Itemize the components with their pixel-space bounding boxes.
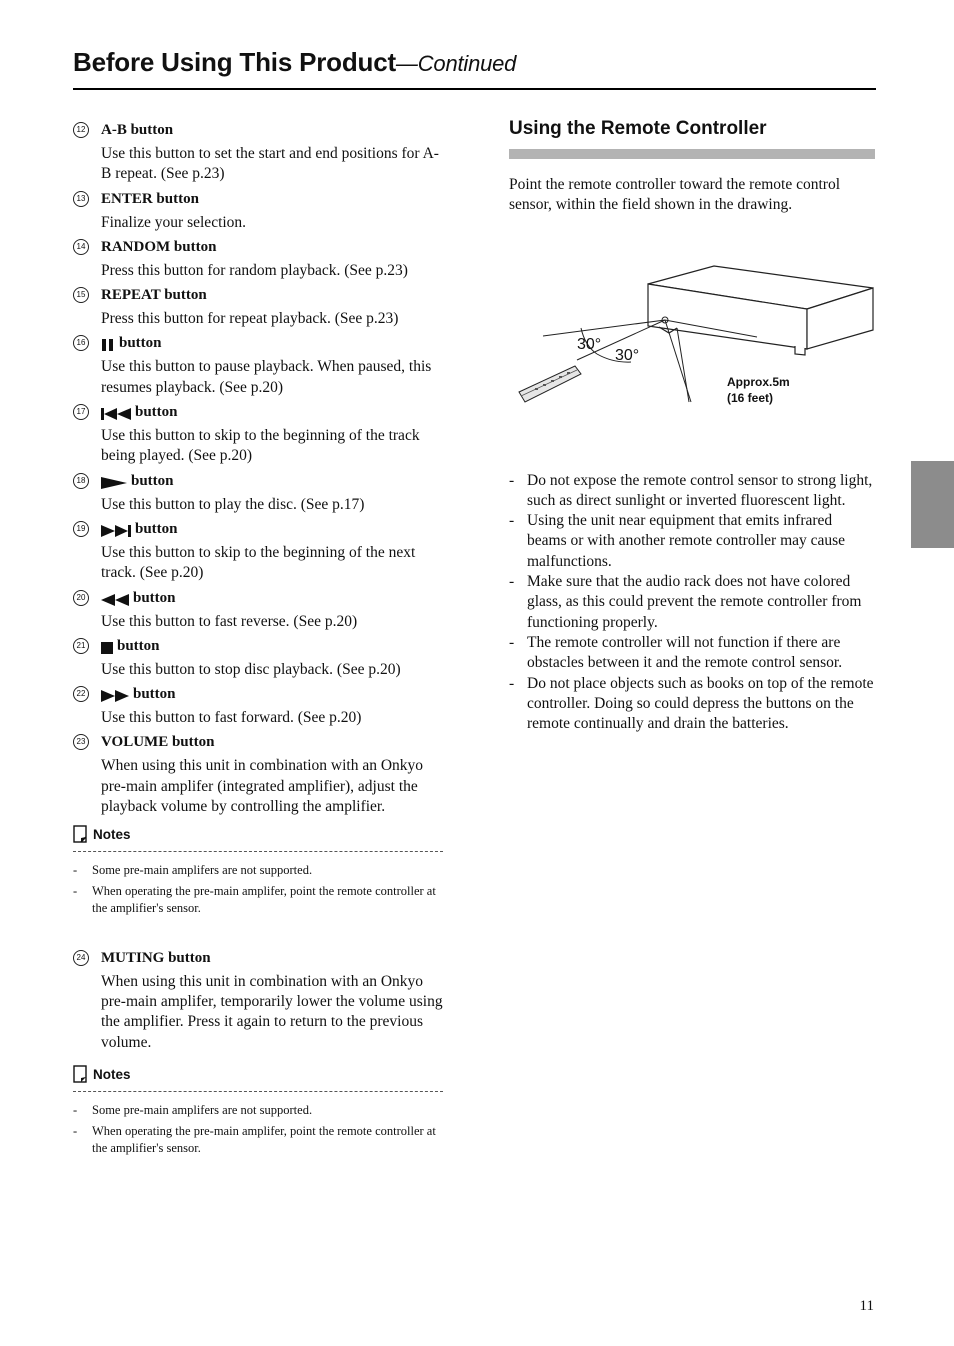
caution-item: - Using the unit near equipment that emits infrared beams or with another remote controller may cause malfunctions. — [509, 511, 875, 572]
item-title — [101, 237, 443, 257]
item-number: 20 — [73, 590, 89, 606]
item-number: 15 — [73, 287, 89, 303]
item-title — [101, 333, 443, 353]
note-item: - Some pre-main amplifers are not supported. — [73, 1102, 443, 1120]
notes-list — [73, 862, 443, 918]
item-title-text: button — [131, 472, 174, 489]
item-title-text: MUTING button — [101, 949, 211, 966]
note-item: - When operating the pre-main amplifer, point the remote controller at the amplifier's sensor. — [73, 883, 443, 918]
item-title — [101, 519, 443, 539]
button-item — [73, 285, 443, 329]
item-number: 12 — [73, 122, 89, 138]
button-item — [73, 402, 443, 467]
item-number: 14 — [73, 239, 89, 255]
chapter-tab — [911, 461, 954, 548]
remote-controller-section — [509, 117, 875, 734]
item-description: Use this button to skip to the beginning of the next track. (See p.20) — [101, 543, 416, 582]
rewind-icon — [101, 592, 129, 604]
section-intro: Point the remote controller toward the remote control sensor, within the field shown in the drawing. — [509, 176, 840, 214]
page-title — [73, 46, 876, 80]
item-description: Use this button to set the start and end positions for A-B repeat. (See p.23) — [101, 145, 439, 183]
skip-back-icon — [101, 406, 131, 418]
item-title-text: ENTER button — [101, 190, 199, 207]
caution-item: - Do not expose the remote control sensor to strong light, such as direct sunlight or inverted fluorescent light. — [509, 471, 875, 512]
remote-range-diagram — [509, 262, 875, 422]
item-title — [101, 471, 443, 491]
item-title-text: button — [119, 335, 162, 352]
muting-button-item — [73, 948, 443, 1053]
item-title — [101, 285, 443, 305]
item-description: When using this unit in combination with an Onkyo pre-main amplifer, temporarily lower the volume using the amplifier. Press it again to return to the previous volume. — [101, 972, 443, 1051]
button-item — [73, 636, 443, 680]
item-title-text: button — [117, 637, 160, 654]
fast-forward-icon — [101, 688, 129, 700]
item-description: When using this unit in combination with an Onkyo pre-main amplifer (integrated amplifier), adjust the playback volume by controlling the amplifier. — [101, 757, 424, 816]
section-heading: Using the Remote Controller — [509, 118, 767, 139]
item-number: 16 — [73, 335, 89, 351]
item-title-text: A-B button — [101, 122, 174, 138]
item-number: 13 — [73, 191, 89, 207]
item-title — [101, 189, 443, 209]
heading-bar — [509, 149, 875, 159]
caution-item: - The remote controller will not function if there are obstacles between it and the remote control sensor. — [509, 633, 875, 674]
button-item — [73, 588, 443, 632]
item-number: 23 — [73, 734, 89, 750]
caution-item: - Make sure that the audio rack does not have colored glass, as this could prevent the remote controller from functioning properly. — [509, 572, 875, 633]
item-number: 17 — [73, 404, 89, 420]
button-item — [73, 471, 443, 515]
page-number: 11 — [859, 1298, 874, 1314]
skip-forward-icon — [101, 523, 131, 535]
item-number: 19 — [73, 521, 89, 537]
item-title-text: button — [133, 589, 176, 606]
distance-feet-label: (16 feet) — [727, 390, 774, 405]
distance-label: Approx.5m — [727, 374, 790, 389]
button-item — [73, 333, 443, 398]
button-item — [73, 189, 443, 233]
notes-label: Notes — [93, 826, 131, 842]
item-title — [101, 588, 443, 608]
notes-label: Notes — [93, 1066, 131, 1082]
page-header — [73, 46, 876, 90]
item-description: Finalize your selection. — [101, 213, 247, 231]
button-item — [73, 237, 443, 281]
item-title-text: button — [135, 404, 178, 421]
notes-box-volume — [73, 825, 443, 918]
item-title-text: VOLUME button — [101, 734, 215, 751]
item-title — [101, 402, 443, 422]
button-item — [73, 732, 443, 817]
notes-icon — [73, 825, 87, 843]
note-item: - Some pre-main amplifers are not supported. — [73, 862, 443, 880]
notes-list — [73, 1102, 443, 1158]
notes-header — [73, 825, 443, 852]
item-description: Use this button to skip to the beginning of the track being played. (See p.20) — [101, 427, 420, 465]
remote-control-drawing — [519, 366, 581, 402]
player-unit-drawing — [648, 266, 873, 355]
button-item — [73, 684, 443, 728]
item-number: 21 — [73, 638, 89, 654]
notes-icon — [73, 1065, 87, 1083]
caution-item: - Do not place objects such as books on top of the remote controller. Doing so could depress the buttons on the remote continually and drain the batteries. — [509, 674, 875, 735]
caution-list — [509, 471, 875, 735]
button-descriptions — [73, 120, 443, 1176]
item-title-text: button — [135, 520, 178, 537]
item-number: 24 — [73, 950, 89, 966]
button-item — [73, 120, 443, 185]
notes-header — [73, 1065, 443, 1092]
item-description: Use this button to fast forward. (See p.20) — [101, 709, 362, 727]
notes-box-muting — [73, 1065, 443, 1158]
button-list — [73, 120, 443, 728]
item-description: Use this button to pause playback. When paused, this resumes playback. (See p.20) — [101, 358, 432, 396]
title-text: Before Using This Product — [73, 47, 396, 77]
item-description: Press this button for repeat playback. (See p.23) — [101, 310, 399, 328]
item-description: Press this button for random playback. (See p.23) — [101, 261, 408, 279]
item-description: Use this button to play the disc. (See p.17) — [101, 495, 365, 513]
item-title — [101, 120, 443, 140]
angle-right-label: 30° — [615, 346, 640, 364]
item-title — [101, 948, 443, 968]
item-title-text: REPEAT button — [101, 287, 207, 304]
button-item — [73, 519, 443, 584]
continued-text: —Continued — [395, 51, 517, 76]
angle-left-label: 30° — [577, 335, 602, 353]
item-title — [101, 636, 443, 656]
item-title — [101, 684, 443, 704]
item-description: Use this button to stop disc playback. (See p.20) — [101, 660, 401, 678]
item-title — [101, 732, 443, 752]
pause-icon — [101, 337, 115, 349]
button-list-volume — [73, 732, 443, 817]
item-number: 18 — [73, 473, 89, 489]
play-icon — [101, 475, 127, 487]
stop-icon — [101, 640, 113, 652]
item-number: 22 — [73, 686, 89, 702]
note-item: - When operating the pre-main amplifer, point the remote controller at the amplifier's sensor. — [73, 1123, 443, 1158]
item-description: Use this button to fast reverse. (See p.20) — [101, 612, 358, 630]
item-title-text: button — [133, 686, 176, 703]
item-title-text: RANDOM button — [101, 238, 217, 255]
